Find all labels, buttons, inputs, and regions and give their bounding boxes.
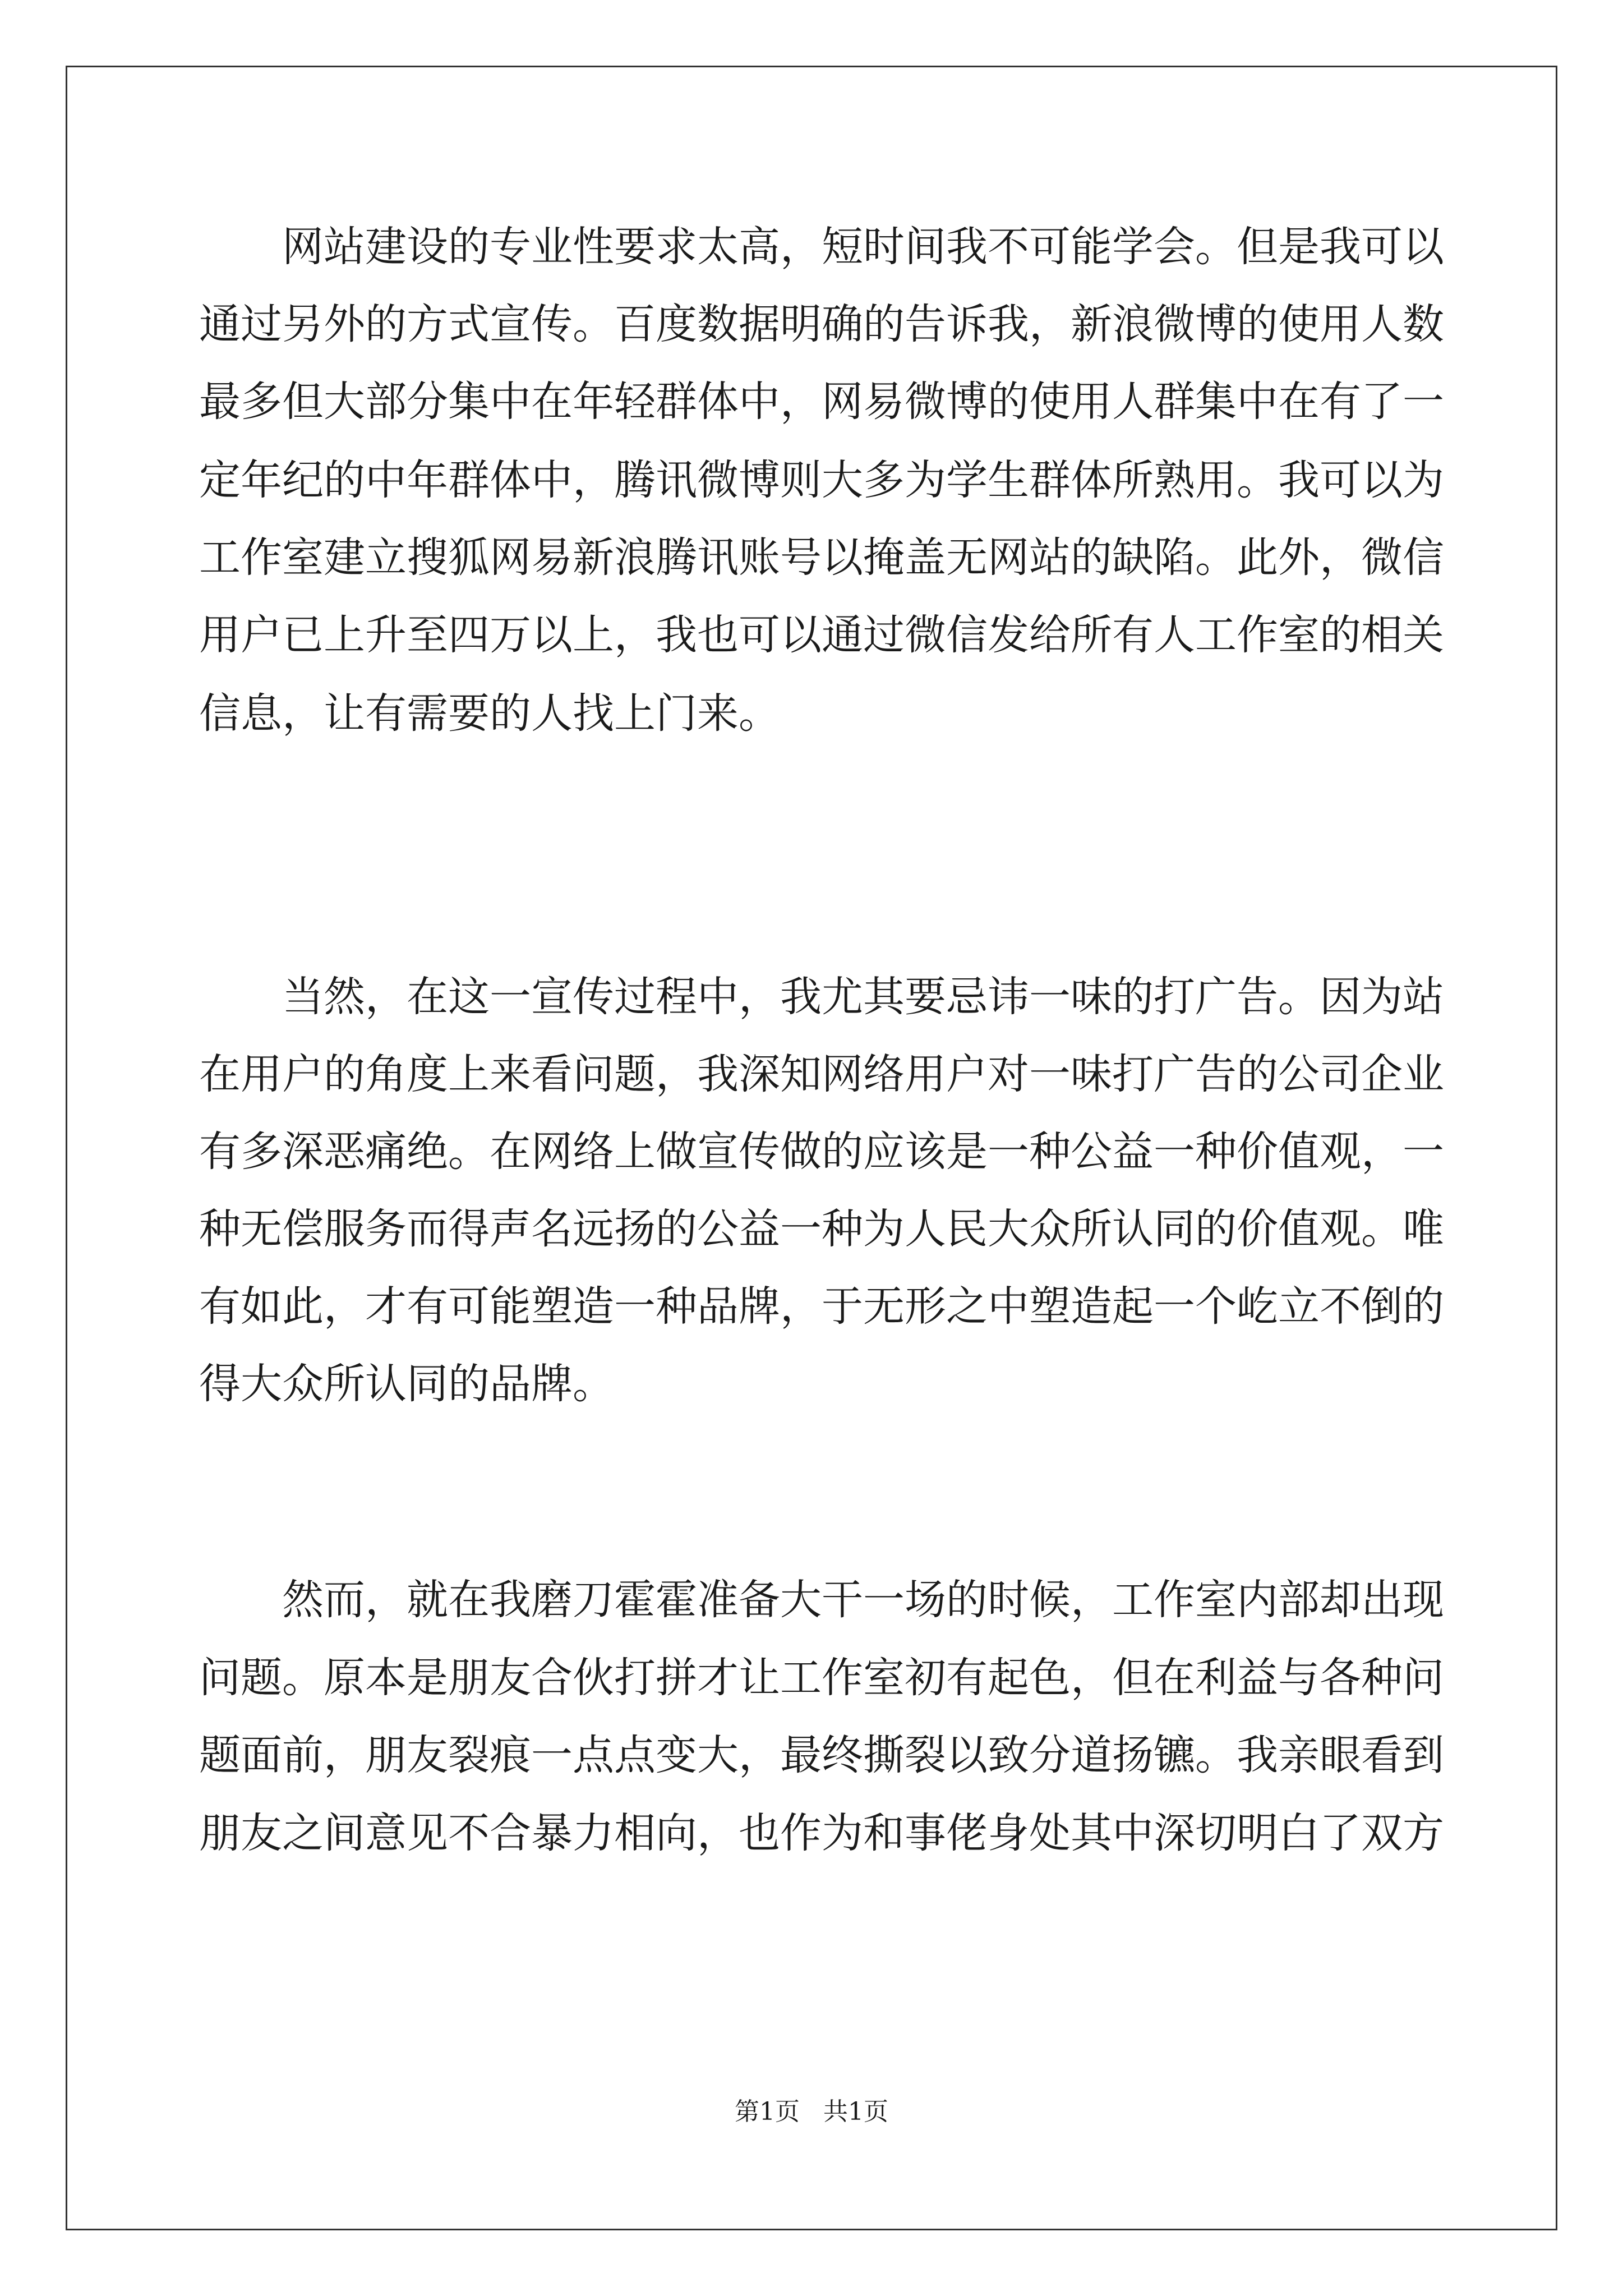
paragraph-3-line-4: 朋友之间意见不合暴力相向，也作为和事佬身处其中深切明白了双方 [199, 1809, 1444, 1857]
paragraph-2-line-4: 种无偿服务而得声名远扬的公益一种为人民大众所认同的价值观。唯 [199, 1205, 1444, 1253]
page-footer [0, 2095, 1623, 2129]
paragraph-1-line-3: 最多但大部分集中在年轻群体中，网易微博的使用人群集中在有了一 [199, 378, 1444, 426]
paragraph-2-line-6: 得大众所认同的品牌。 [199, 1360, 614, 1408]
paragraph-1-line-5: 工作室建立搜狐网易新浪腾讯账号以掩盖无网站的缺陷。此外，微信 [199, 533, 1444, 582]
paragraph-2-line-5: 有如此，才有可能塑造一种品牌，于无形之中塑造起一个屹立不倒的 [199, 1282, 1444, 1331]
paragraph-3-line-1: 然而，就在我磨刀霍霍准备大干一场的时候，工作室内部却出现 [282, 1576, 1444, 1624]
page-number: 第1页 [735, 2097, 800, 2126]
paragraph-1-line-6: 用户已上升至四万以上，我也可以通过微信发给所有人工作室的相关 [199, 611, 1444, 659]
paragraph-3-line-2: 问题。原本是朋友合伙打拼才让工作室初有起色，但在利益与各种问 [199, 1654, 1444, 1702]
paragraph-1-line-2: 通过另外的方式宣传。百度数据明确的告诉我，新浪微博的使用人数 [199, 300, 1444, 348]
paragraph-1-line-1: 网站建设的专业性要求太高，短时间我不可能学会。但是我可以 [282, 223, 1444, 271]
paragraph-3-line-3: 题面前，朋友裂痕一点点变大，最终撕裂以致分道扬镳。我亲眼看到 [199, 1731, 1444, 1779]
paragraph-2-line-1: 当然，在这一宣传过程中，我尤其要忌讳一味的打广告。因为站 [282, 973, 1444, 1021]
paragraph-2-line-3: 有多深恶痛绝。在网络上做宣传做的应该是一种公益一种价值观，一 [199, 1128, 1444, 1176]
paragraph-1-line-4: 定年纪的中年群体中，腾讯微博则大多为学生群体所熟用。我可以为 [199, 456, 1444, 504]
paragraph-1-line-7: 信息，让有需要的人找上门来。 [199, 689, 780, 738]
paragraph-2-line-2: 在用户的角度上来看问题，我深知网络用户对一味打广告的公司企业 [199, 1050, 1444, 1098]
page-total: 共1页 [823, 2097, 888, 2126]
